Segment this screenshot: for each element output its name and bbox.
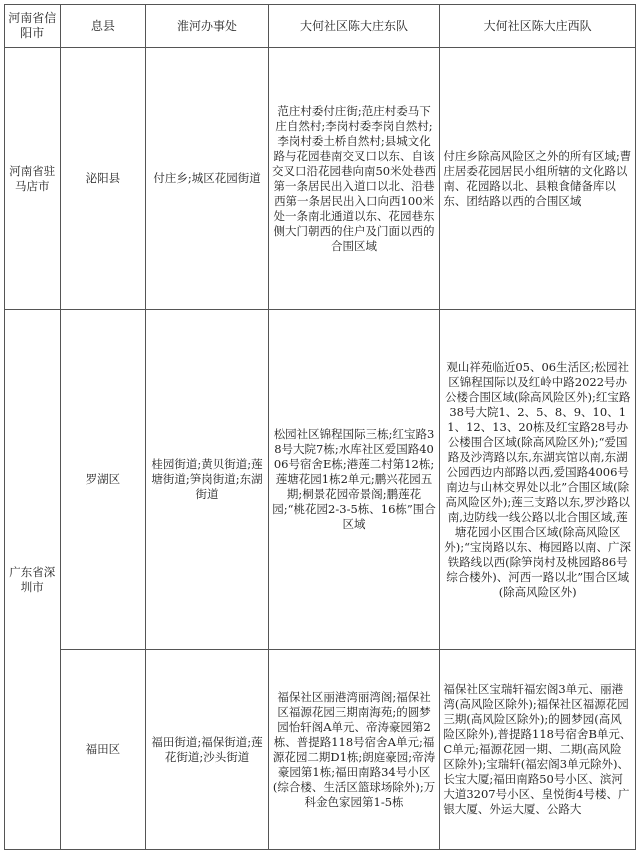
table-row [5,310,636,650]
cell-east-team: 大何社区陈大庄东队 [268,5,440,48]
cell-county: 息县 [60,5,146,48]
cell-county: 泌阳县 [60,48,146,310]
cell-mid-risk-area: 福保社区宝瑞轩福宏阁3单元、丽港湾(高风险区除外);福保社区福源花园三期(高风险区除外);的圆梦园(高风险区除外),普提路118号宿舍B单元、C单元;福源花园一期、二期(高风险区除外);宝瑞轩(福宏阁3单元除外)、长宝大厦;福田南路50号小区、滨河大道3207号小区、皇悦街4号楼、广银大厦、外运大厦、公路大 [440,650,636,850]
cell-high-risk-area: 范庄村委付庄街;范庄村委马下庄自然村;李岗村委李岗自然村;李岗村委土桥自然村;县城文化路与花园巷南交叉口以东、自该交叉口沿花园巷向南50米处巷西第一条居民出入道口以北、沿巷西第一条居民出入口向西100米处一条南北通道以东、花园巷东侧大门朝西的住户及门面以西的合围区域 [268,48,440,310]
cell-county: 罗湖区 [60,310,146,650]
cell-office: 福田街道;福保街道;莲花街道;沙头街道 [146,650,268,850]
cell-province: 广东省深圳市 [5,310,61,850]
cell-office: 付庄乡;城区花园街道 [146,48,268,310]
cell-west-team: 大何社区陈大庄西队 [440,5,636,48]
cell-mid-risk-area: 付庄乡除高风险区之外的所有区域;曹庄居委花园居民小组所辖的文化路以南、花园路以北、县粮食储备库以东、团结路以西的合围区域 [440,48,636,310]
table-row [5,5,636,48]
cell-high-risk-area: 松园社区锦程国际三栋;红宝路38号大院7栋;水库社区爱国路4006号宿舍E栋;港莲二村第12栋;莲塘花园1栋2单元;鹏兴花园五期;桐景花园帝景阁;鹏莲花园;“桃花园2-3-5栋、16栋”围合区域 [268,310,440,650]
table-row [5,48,636,310]
cell-office: 桂园街道;黄贝街道;莲塘街道;笋岗街道;东湖街道 [146,310,268,650]
table-row [5,650,636,850]
cell-high-risk-area: 福保社区丽港湾丽湾阁;福保社区福源花园三期南海苑;的圆梦园怡轩阁A单元、帝涛豪园第2栋、普提路118号宿舍A单元;福源花园二期D1栋;朗庭豪园;帝涛豪园第1栋;福田南路34号小区(综合楼、生活区篮球场除外);万科金色家园第1-5栋 [268,650,440,850]
cell-office: 淮河办事处 [146,5,268,48]
cell-mid-risk-area: 观山祥苑临近05、06生活区;松园社区锦程国际以及红岭中路2022号办公楼合围区域(除高风险区外);红宝路38号大院1、2、5、8、9、10、11、12、13、20栋及红宝路28号办公楼围合区域(除高风险区外);“爱国路及沙湾路以东,东湖宾馆以南,东湖公园西边内部路以西,爱国路4006号南边与山林交界处以北”合围区域(除高风险区外);莲三支路以东,罗沙路以南,边防线一线公路以北合围区域,莲塘花园小区围合区域(除高风险区外);“宝岗路以东、梅园路以南、广深铁路线以西(除笋岗村及桃园路86号综合楼外)、河西一路以北”围合区域(除高风险区外) [440,310,636,650]
cell-county: 福田区 [60,650,146,850]
cell-province: 河南省驻马店市 [5,48,61,310]
risk-area-table [4,4,636,850]
cell-province: 河南省信阳市 [5,5,61,48]
